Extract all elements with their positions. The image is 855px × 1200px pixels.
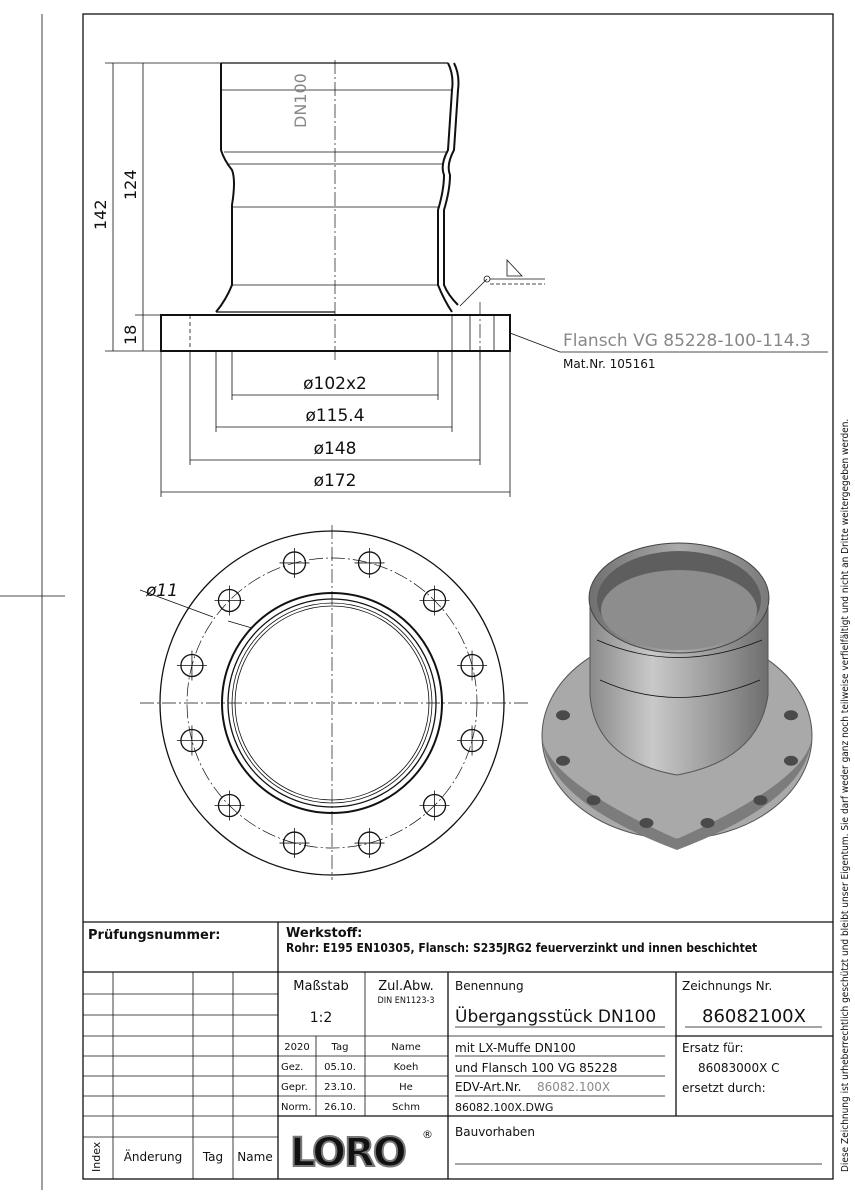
bolt-hole (355, 548, 385, 578)
material-number: Mat.Nr. 105161 (563, 357, 656, 371)
side-view (91, 60, 828, 497)
title-block (83, 922, 833, 1179)
iso-bolt-hole (701, 818, 715, 828)
hole-dim-leader (228, 621, 252, 628)
dim-124-label: 124 (121, 169, 140, 200)
bolt-hole (214, 585, 244, 615)
bolt-hole (457, 650, 487, 680)
zulabw-label: Zul.Abw. (378, 979, 434, 994)
rev-header-tag: Tag (202, 1150, 224, 1164)
bolt-hole (214, 791, 244, 821)
rev-header-aenderung: Änderung (123, 1150, 183, 1164)
sign-date: 26.10. (324, 1102, 356, 1113)
loro-logo: LORO (290, 1130, 405, 1176)
zeichnungs-label: Zeichnungs Nr. (682, 979, 773, 993)
iso-bolt-hole (784, 710, 798, 720)
sign-role: Norm. (281, 1102, 312, 1113)
sign-name: Schm (392, 1102, 420, 1113)
flange-body (161, 315, 510, 351)
sign-name: Koeh (393, 1062, 419, 1073)
year: 2020 (284, 1042, 310, 1053)
benennung-label: Benennung (455, 979, 524, 993)
benennung-value: Übergangsstück DN100 (455, 1007, 657, 1027)
iso-bolt-hole (639, 818, 653, 828)
zeichnungs-value: 86082100X (702, 1006, 806, 1027)
fitting-outline-right (438, 63, 453, 312)
pruefnummer-label: Prüfungsnummer: (88, 928, 221, 943)
signature-rows (281, 1062, 420, 1113)
bolt-hole (420, 791, 450, 821)
sign-role: Gepr. (281, 1082, 308, 1093)
weld-leader (460, 279, 487, 306)
fitting-outline-left (216, 63, 234, 312)
dim-d172-label: ø172 (313, 471, 357, 491)
rev-header-index: Index (90, 1141, 103, 1172)
dim-142-label: 142 (91, 199, 110, 230)
dim-d102-label: ø102x2 (303, 374, 367, 394)
benennung-line2: mit LX-Muffe DN100 (455, 1041, 576, 1055)
werkstoff-label: Werkstoff: (286, 926, 363, 941)
flange-section-hatch (452, 315, 470, 351)
iso-bolt-hole (556, 710, 570, 720)
bolt-hole (355, 828, 385, 858)
iso-socket-inner (601, 570, 757, 650)
sign-date: 05.10. (324, 1062, 356, 1073)
bolt-hole (177, 726, 207, 756)
dim-18-label: 18 (121, 324, 140, 345)
massstab-label: Maßstab (293, 979, 349, 994)
bolt-hole (279, 828, 309, 858)
rev-header-name: Name (237, 1150, 273, 1164)
iso-bolt-hole (753, 795, 767, 805)
bauvorhaben-label: Bauvorhaben (455, 1125, 535, 1139)
hole-dim-label: ø11 (146, 581, 179, 601)
bolt-hole (457, 726, 487, 756)
name-header: Name (391, 1042, 421, 1053)
werkstoff-value: Rohr: E195 EN10305, Flansch: S235JRG2 feuerverzinkt und innen beschichtet (286, 941, 758, 955)
flange-label-leader (510, 333, 560, 352)
ersatz-value: 86083000X C (698, 1061, 780, 1075)
tag-header: Tag (331, 1042, 349, 1053)
dim-d115-label: ø115.4 (305, 406, 365, 426)
benennung-line3: und Flansch 100 VG 85228 (455, 1061, 618, 1075)
iso-bolt-hole (587, 795, 601, 805)
ersatz-label: Ersatz für: (682, 1041, 744, 1055)
logo-registered-mark: ® (422, 1128, 433, 1141)
ersetzt-label: ersetzt durch: (682, 1081, 766, 1095)
flange-section-hatch (494, 315, 510, 351)
zulabw-value: DIN EN1123-3 (377, 996, 435, 1006)
dim-d148-label: ø148 (313, 439, 357, 459)
nominal-size-label: DN100 (291, 73, 310, 128)
weld-fillet-symbol (507, 260, 522, 276)
iso-bolt-hole (784, 756, 798, 766)
iso-bolt-hole (556, 756, 570, 766)
flange-label: Flansch VG 85228-100-114.3 (563, 331, 811, 351)
sign-date: 23.10. (324, 1082, 356, 1093)
copyright-note: Diese Zeichnung ist urheberrechtlich geschützt und bleibt unser Eigentum. Sie darf weder ganz noch teilweise verfielfältigt und nicht an Dritte weitergegeben werden. (840, 418, 851, 1172)
bolt-hole (420, 585, 450, 615)
bolt-hole (279, 548, 309, 578)
front-view (140, 525, 530, 880)
bolt-hole (177, 650, 207, 680)
sign-name: He (399, 1082, 413, 1093)
edv-label: EDV-Art.Nr. (455, 1080, 522, 1094)
isometric-view (542, 543, 812, 850)
edv-value: 86082.100X (537, 1080, 611, 1094)
dwg-file: 86082.100X.DWG (455, 1101, 554, 1114)
sign-role: Gez. (281, 1062, 304, 1073)
massstab-value: 1:2 (309, 1010, 333, 1026)
